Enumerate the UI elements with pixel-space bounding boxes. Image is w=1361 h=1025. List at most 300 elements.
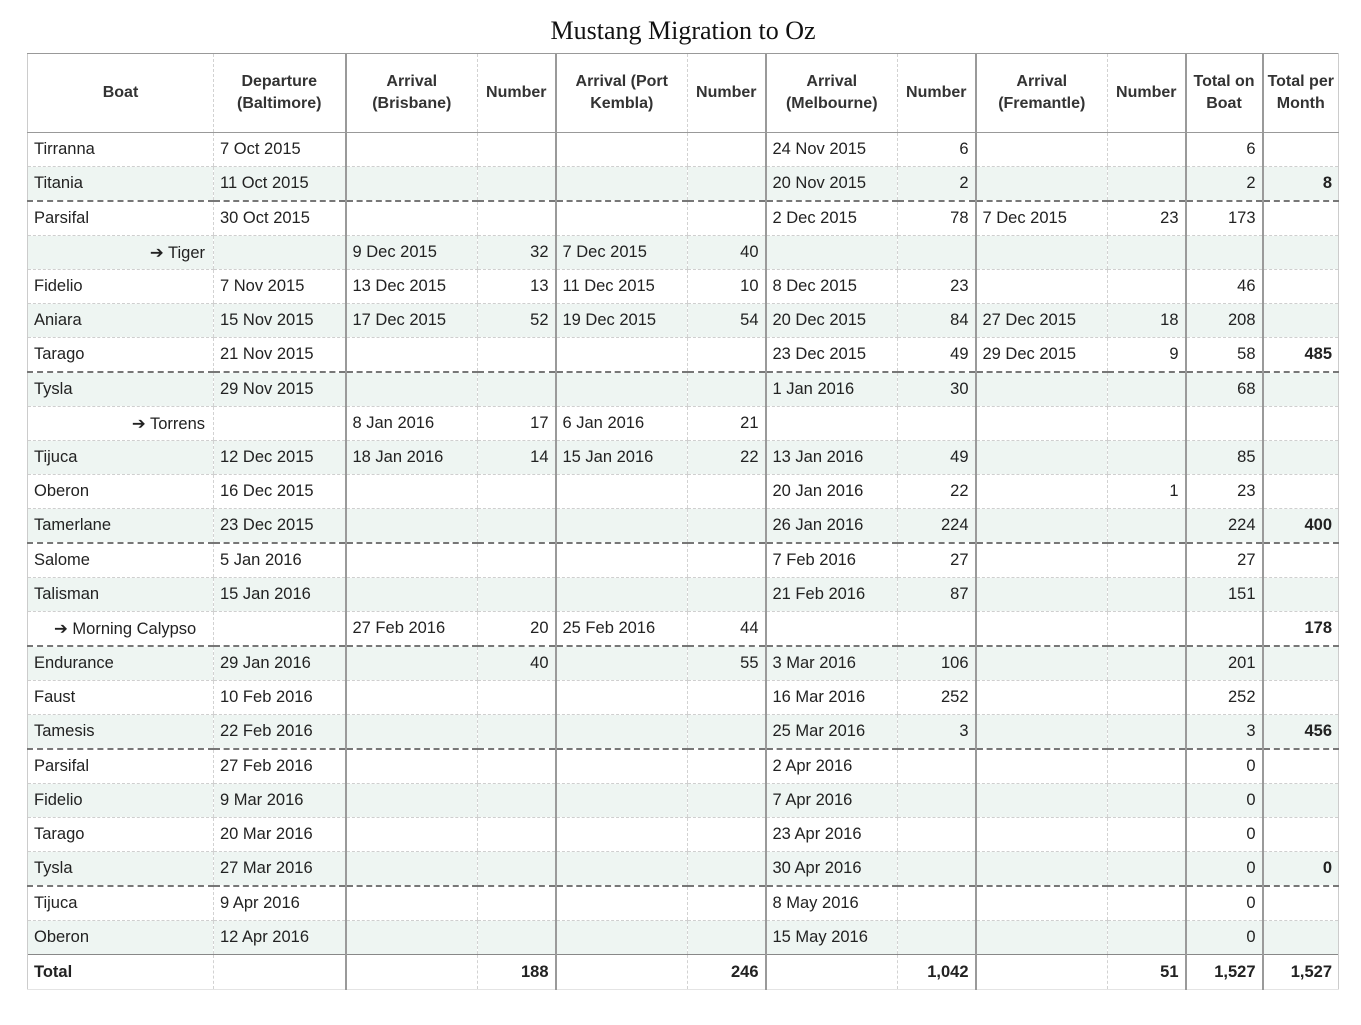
- arrival-port-kembla-cell: [556, 475, 688, 509]
- total-on-boat-cell: 23: [1186, 475, 1263, 509]
- arrival-melbourne-cell: [766, 236, 898, 270]
- number-brisbane-cell: [478, 372, 556, 407]
- header-arrival-melbourne: Arrival (Melbourne): [766, 54, 898, 133]
- total-per-month-cell: [1263, 441, 1339, 475]
- departure-cell: 5 Jan 2016: [214, 543, 346, 578]
- table-row: [28, 818, 1339, 852]
- arrival-brisbane-cell: [346, 372, 478, 407]
- number-melbourne-cell: [898, 852, 976, 887]
- arrival-brisbane-cell: [346, 886, 478, 921]
- number-melbourne-cell: 78: [898, 201, 976, 236]
- arrival-melbourne-cell: 20 Nov 2015: [766, 167, 898, 202]
- departure-cell: 9 Mar 2016: [214, 784, 346, 818]
- header-arrival-fremantle: Arrival (Fremantle): [976, 54, 1108, 133]
- number-melbourne-cell: 30: [898, 372, 976, 407]
- arrival-melbourne-cell: 30 Apr 2016: [766, 852, 898, 887]
- number-fremantle-cell: [1108, 543, 1186, 578]
- total-on-boat-cell: 6: [1186, 133, 1263, 167]
- number-melbourne-cell: 49: [898, 441, 976, 475]
- arrival-melbourne-cell: 23 Apr 2016: [766, 818, 898, 852]
- departure-cell: [214, 612, 346, 647]
- total-on-boat-cell: 173: [1186, 201, 1263, 236]
- arrival-melbourne-cell: 7 Apr 2016: [766, 784, 898, 818]
- arrival-port-kembla-cell: [556, 681, 688, 715]
- departure-cell: 29 Nov 2015: [214, 372, 346, 407]
- total-departure-cell: [214, 955, 346, 990]
- arrival-fremantle-cell: [976, 921, 1108, 955]
- table-row: [28, 886, 1339, 921]
- departure-cell: 9 Apr 2016: [214, 886, 346, 921]
- table-row: [28, 852, 1339, 887]
- number-port-kembla-cell: 10: [688, 270, 766, 304]
- number-melbourne-cell: [898, 886, 976, 921]
- number-melbourne-cell: 6: [898, 133, 976, 167]
- total-on-boat-cell: 0: [1186, 784, 1263, 818]
- total-arrival-fremantle-cell: [976, 955, 1108, 990]
- number-port-kembla-cell: 40: [688, 236, 766, 270]
- table-row: [28, 749, 1339, 784]
- total-per-month-cell: 178: [1263, 612, 1339, 647]
- header-number-port-kembla: Number: [688, 54, 766, 133]
- number-brisbane-cell: 52: [478, 304, 556, 338]
- total-per-month-cell: [1263, 886, 1339, 921]
- total-per-month-cell: [1263, 578, 1339, 612]
- number-port-kembla-cell: [688, 543, 766, 578]
- number-port-kembla-cell: [688, 749, 766, 784]
- number-fremantle-cell: [1108, 236, 1186, 270]
- arrival-fremantle-cell: [976, 715, 1108, 750]
- arrival-brisbane-cell: 27 Feb 2016: [346, 612, 478, 647]
- header-number-fremantle: Number: [1108, 54, 1186, 133]
- number-melbourne-cell: [898, 818, 976, 852]
- arrival-port-kembla-cell: 7 Dec 2015: [556, 236, 688, 270]
- arrival-brisbane-cell: [346, 201, 478, 236]
- arrival-fremantle-cell: [976, 681, 1108, 715]
- total-on-boat-cell: 0: [1186, 921, 1263, 955]
- total-per-month-cell: [1263, 475, 1339, 509]
- number-port-kembla-cell: [688, 818, 766, 852]
- number-port-kembla-cell: [688, 784, 766, 818]
- boat-cell: Oberon: [28, 475, 214, 509]
- arrival-brisbane-cell: [346, 646, 478, 681]
- arrival-melbourne-cell: 16 Mar 2016: [766, 681, 898, 715]
- number-brisbane-cell: 13: [478, 270, 556, 304]
- arrival-brisbane-cell: [346, 543, 478, 578]
- arrival-brisbane-cell: [346, 578, 478, 612]
- departure-cell: 12 Dec 2015: [214, 441, 346, 475]
- arrival-port-kembla-cell: [556, 509, 688, 544]
- boat-cell: Tarago: [28, 818, 214, 852]
- total-on-boat-cell: 58: [1186, 338, 1263, 373]
- departure-cell: 16 Dec 2015: [214, 475, 346, 509]
- number-fremantle-cell: [1108, 818, 1186, 852]
- number-brisbane-cell: [478, 886, 556, 921]
- arrival-fremantle-cell: 29 Dec 2015: [976, 338, 1108, 373]
- number-melbourne-cell: [898, 407, 976, 441]
- arrival-melbourne-cell: 23 Dec 2015: [766, 338, 898, 373]
- arrival-port-kembla-cell: [556, 818, 688, 852]
- total-per-month-cell: 400: [1263, 509, 1339, 544]
- number-brisbane-cell: [478, 715, 556, 750]
- number-brisbane-cell: 14: [478, 441, 556, 475]
- arrival-melbourne-cell: 2 Dec 2015: [766, 201, 898, 236]
- number-melbourne-cell: 3: [898, 715, 976, 750]
- number-brisbane-cell: [478, 475, 556, 509]
- number-port-kembla-cell: [688, 372, 766, 407]
- number-port-kembla-cell: 21: [688, 407, 766, 441]
- total-on-boat-cell: [1186, 612, 1263, 647]
- arrival-brisbane-cell: [346, 167, 478, 202]
- arrival-port-kembla-cell: [556, 167, 688, 202]
- boat-cell: Parsifal: [28, 201, 214, 236]
- departure-cell: 27 Mar 2016: [214, 852, 346, 887]
- arrival-fremantle-cell: [976, 133, 1108, 167]
- number-port-kembla-cell: [688, 715, 766, 750]
- arrival-fremantle-cell: [976, 784, 1108, 818]
- total-total-per-month-cell: 1,527: [1263, 955, 1339, 990]
- number-melbourne-cell: 224: [898, 509, 976, 544]
- number-port-kembla-cell: 44: [688, 612, 766, 647]
- number-brisbane-cell: [478, 578, 556, 612]
- total-on-boat-cell: [1186, 407, 1263, 441]
- table-row: [28, 543, 1339, 578]
- number-melbourne-cell: 22: [898, 475, 976, 509]
- header-arrival-port-kembla: Arrival (Port Kembla): [556, 54, 688, 133]
- total-per-month-cell: 0: [1263, 852, 1339, 887]
- number-brisbane-cell: [478, 543, 556, 578]
- arrival-fremantle-cell: [976, 818, 1108, 852]
- header-total-on-boat: Total on Boat: [1186, 54, 1263, 133]
- arrival-brisbane-cell: [346, 509, 478, 544]
- arrival-brisbane-cell: [346, 818, 478, 852]
- table-body: [28, 133, 1339, 990]
- number-port-kembla-cell: [688, 475, 766, 509]
- number-fremantle-cell: [1108, 749, 1186, 784]
- arrival-brisbane-cell: 9 Dec 2015: [346, 236, 478, 270]
- arrival-fremantle-cell: [976, 167, 1108, 202]
- arrival-fremantle-cell: [976, 509, 1108, 544]
- departure-cell: 29 Jan 2016: [214, 646, 346, 681]
- arrival-brisbane-cell: 18 Jan 2016: [346, 441, 478, 475]
- arrival-melbourne-cell: 13 Jan 2016: [766, 441, 898, 475]
- boat-cell: ➔ Morning Calypso: [28, 612, 214, 647]
- arrival-melbourne-cell: 24 Nov 2015: [766, 133, 898, 167]
- arrival-fremantle-cell: 7 Dec 2015: [976, 201, 1108, 236]
- number-melbourne-cell: [898, 921, 976, 955]
- table-row: [28, 475, 1339, 509]
- arrival-melbourne-cell: 21 Feb 2016: [766, 578, 898, 612]
- arrival-port-kembla-cell: [556, 133, 688, 167]
- number-fremantle-cell: [1108, 681, 1186, 715]
- total-per-month-cell: [1263, 372, 1339, 407]
- number-melbourne-cell: [898, 236, 976, 270]
- arrival-fremantle-cell: [976, 236, 1108, 270]
- number-brisbane-cell: [478, 201, 556, 236]
- total-on-boat-cell: 68: [1186, 372, 1263, 407]
- arrival-melbourne-cell: 25 Mar 2016: [766, 715, 898, 750]
- boat-cell: Tamerlane: [28, 509, 214, 544]
- total-on-boat-cell: 46: [1186, 270, 1263, 304]
- boat-cell: Tarago: [28, 338, 214, 373]
- total-on-boat-cell: 85: [1186, 441, 1263, 475]
- boat-cell: Endurance: [28, 646, 214, 681]
- number-port-kembla-cell: [688, 509, 766, 544]
- number-melbourne-cell: 23: [898, 270, 976, 304]
- number-brisbane-cell: [478, 749, 556, 784]
- table-row: [28, 441, 1339, 475]
- boat-cell: Tysla: [28, 852, 214, 887]
- total-per-month-cell: 8: [1263, 167, 1339, 202]
- number-fremantle-cell: [1108, 509, 1186, 544]
- arrival-port-kembla-cell: [556, 543, 688, 578]
- boat-cell: Aniara: [28, 304, 214, 338]
- number-brisbane-cell: [478, 133, 556, 167]
- total-on-boat-cell: 27: [1186, 543, 1263, 578]
- departure-cell: 27 Feb 2016: [214, 749, 346, 784]
- migration-table: [27, 53, 1339, 990]
- arrival-brisbane-cell: 8 Jan 2016: [346, 407, 478, 441]
- number-brisbane-cell: 32: [478, 236, 556, 270]
- total-per-month-cell: [1263, 818, 1339, 852]
- number-port-kembla-cell: [688, 921, 766, 955]
- number-melbourne-cell: [898, 784, 976, 818]
- total-per-month-cell: [1263, 646, 1339, 681]
- arrival-port-kembla-cell: [556, 372, 688, 407]
- total-on-boat-cell: 0: [1186, 852, 1263, 887]
- number-brisbane-cell: [478, 338, 556, 373]
- total-per-month-cell: [1263, 304, 1339, 338]
- table-row: [28, 372, 1339, 407]
- header-number-brisbane: Number: [478, 54, 556, 133]
- boat-cell: Talisman: [28, 578, 214, 612]
- departure-cell: 11 Oct 2015: [214, 167, 346, 202]
- total-total-on-boat-cell: 1,527: [1186, 955, 1263, 990]
- arrival-port-kembla-cell: [556, 338, 688, 373]
- arrival-fremantle-cell: [976, 749, 1108, 784]
- boat-cell: ➔ Tiger: [28, 236, 214, 270]
- total-arrival-port-kembla-cell: [556, 955, 688, 990]
- number-port-kembla-cell: [688, 167, 766, 202]
- table-row: [28, 133, 1339, 167]
- number-port-kembla-cell: [688, 886, 766, 921]
- number-melbourne-cell: 106: [898, 646, 976, 681]
- arrival-melbourne-cell: 7 Feb 2016: [766, 543, 898, 578]
- header-row: [28, 54, 1339, 133]
- table-row: [28, 681, 1339, 715]
- total-per-month-cell: [1263, 784, 1339, 818]
- number-brisbane-cell: [478, 921, 556, 955]
- total-per-month-cell: 485: [1263, 338, 1339, 373]
- total-arrival-melbourne-cell: [766, 955, 898, 990]
- departure-cell: 7 Nov 2015: [214, 270, 346, 304]
- total-number-fremantle-cell: 51: [1108, 955, 1186, 990]
- arrival-port-kembla-cell: [556, 886, 688, 921]
- number-brisbane-cell: [478, 509, 556, 544]
- number-fremantle-cell: 9: [1108, 338, 1186, 373]
- total-per-month-cell: [1263, 201, 1339, 236]
- arrival-port-kembla-cell: [556, 921, 688, 955]
- arrival-melbourne-cell: 20 Dec 2015: [766, 304, 898, 338]
- boat-cell: Salome: [28, 543, 214, 578]
- total-per-month-cell: [1263, 921, 1339, 955]
- arrival-melbourne-cell: 20 Jan 2016: [766, 475, 898, 509]
- number-melbourne-cell: 2: [898, 167, 976, 202]
- total-per-month-cell: 456: [1263, 715, 1339, 750]
- number-melbourne-cell: 87: [898, 578, 976, 612]
- total-per-month-cell: [1263, 236, 1339, 270]
- boat-cell: Tirranna: [28, 133, 214, 167]
- total-number-brisbane-cell: 188: [478, 955, 556, 990]
- boat-cell: Parsifal: [28, 749, 214, 784]
- number-brisbane-cell: [478, 818, 556, 852]
- arrival-brisbane-cell: [346, 852, 478, 887]
- arrival-port-kembla-cell: [556, 201, 688, 236]
- total-on-boat-cell: 0: [1186, 749, 1263, 784]
- table-row: [28, 270, 1339, 304]
- table-row: [28, 304, 1339, 338]
- total-on-boat-cell: 151: [1186, 578, 1263, 612]
- number-fremantle-cell: [1108, 921, 1186, 955]
- boat-cell: Fidelio: [28, 784, 214, 818]
- number-fremantle-cell: [1108, 167, 1186, 202]
- departure-cell: 21 Nov 2015: [214, 338, 346, 373]
- total-on-boat-cell: 2: [1186, 167, 1263, 202]
- number-fremantle-cell: [1108, 886, 1186, 921]
- arrival-brisbane-cell: [346, 133, 478, 167]
- departure-cell: 23 Dec 2015: [214, 509, 346, 544]
- total-on-boat-cell: 224: [1186, 509, 1263, 544]
- table-row: [28, 612, 1339, 647]
- number-melbourne-cell: 252: [898, 681, 976, 715]
- number-port-kembla-cell: [688, 681, 766, 715]
- departure-cell: 7 Oct 2015: [214, 133, 346, 167]
- header-total-per-month: Total per Month: [1263, 54, 1339, 133]
- departure-cell: [214, 407, 346, 441]
- table-row: [28, 578, 1339, 612]
- header-arrival-brisbane: Arrival (Brisbane): [346, 54, 478, 133]
- arrival-melbourne-cell: [766, 407, 898, 441]
- number-fremantle-cell: 1: [1108, 475, 1186, 509]
- arrival-brisbane-cell: [346, 784, 478, 818]
- number-port-kembla-cell: 55: [688, 646, 766, 681]
- arrival-port-kembla-cell: [556, 646, 688, 681]
- boat-cell: Tysla: [28, 372, 214, 407]
- arrival-fremantle-cell: [976, 270, 1108, 304]
- departure-cell: 15 Nov 2015: [214, 304, 346, 338]
- departure-cell: 12 Apr 2016: [214, 921, 346, 955]
- boat-cell: Titania: [28, 167, 214, 202]
- number-fremantle-cell: [1108, 578, 1186, 612]
- departure-cell: 15 Jan 2016: [214, 578, 346, 612]
- number-fremantle-cell: [1108, 852, 1186, 887]
- number-fremantle-cell: [1108, 612, 1186, 647]
- arrival-fremantle-cell: [976, 407, 1108, 441]
- arrival-port-kembla-cell: [556, 852, 688, 887]
- table-row: [28, 921, 1339, 955]
- arrival-fremantle-cell: [976, 543, 1108, 578]
- arrival-melbourne-cell: 15 May 2016: [766, 921, 898, 955]
- arrival-melbourne-cell: 2 Apr 2016: [766, 749, 898, 784]
- table-row: [28, 407, 1339, 441]
- number-melbourne-cell: 49: [898, 338, 976, 373]
- total-number-port-kembla-cell: 246: [688, 955, 766, 990]
- total-per-month-cell: [1263, 543, 1339, 578]
- arrival-fremantle-cell: [976, 372, 1108, 407]
- total-label: Total: [28, 955, 214, 990]
- number-melbourne-cell: 27: [898, 543, 976, 578]
- number-brisbane-cell: [478, 852, 556, 887]
- boat-cell: Tamesis: [28, 715, 214, 750]
- number-brisbane-cell: [478, 167, 556, 202]
- boat-cell: Fidelio: [28, 270, 214, 304]
- table-row: [28, 201, 1339, 236]
- departure-cell: [214, 236, 346, 270]
- arrival-port-kembla-cell: 25 Feb 2016: [556, 612, 688, 647]
- number-fremantle-cell: [1108, 646, 1186, 681]
- total-per-month-cell: [1263, 270, 1339, 304]
- arrival-fremantle-cell: [976, 612, 1108, 647]
- arrival-brisbane-cell: 17 Dec 2015: [346, 304, 478, 338]
- number-brisbane-cell: 17: [478, 407, 556, 441]
- arrival-port-kembla-cell: 19 Dec 2015: [556, 304, 688, 338]
- arrival-port-kembla-cell: 11 Dec 2015: [556, 270, 688, 304]
- arrival-fremantle-cell: [976, 578, 1108, 612]
- arrival-brisbane-cell: [346, 475, 478, 509]
- arrival-fremantle-cell: [976, 886, 1108, 921]
- total-per-month-cell: [1263, 749, 1339, 784]
- number-fremantle-cell: [1108, 441, 1186, 475]
- number-port-kembla-cell: [688, 133, 766, 167]
- number-brisbane-cell: [478, 681, 556, 715]
- total-number-melbourne-cell: 1,042: [898, 955, 976, 990]
- number-melbourne-cell: 84: [898, 304, 976, 338]
- total-on-boat-cell: 252: [1186, 681, 1263, 715]
- departure-cell: 20 Mar 2016: [214, 818, 346, 852]
- arrival-melbourne-cell: 3 Mar 2016: [766, 646, 898, 681]
- number-fremantle-cell: [1108, 270, 1186, 304]
- arrival-melbourne-cell: 26 Jan 2016: [766, 509, 898, 544]
- arrival-port-kembla-cell: [556, 578, 688, 612]
- arrival-brisbane-cell: [346, 681, 478, 715]
- number-fremantle-cell: [1108, 407, 1186, 441]
- arrival-fremantle-cell: [976, 475, 1108, 509]
- number-brisbane-cell: 20: [478, 612, 556, 647]
- number-port-kembla-cell: [688, 338, 766, 373]
- boat-cell: Tijuca: [28, 886, 214, 921]
- table-row: [28, 715, 1339, 750]
- boat-cell: ➔ Torrens: [28, 407, 214, 441]
- boat-cell: Oberon: [28, 921, 214, 955]
- number-fremantle-cell: 18: [1108, 304, 1186, 338]
- table-row: [28, 236, 1339, 270]
- total-on-boat-cell: 0: [1186, 818, 1263, 852]
- number-port-kembla-cell: 54: [688, 304, 766, 338]
- departure-cell: 30 Oct 2015: [214, 201, 346, 236]
- number-fremantle-cell: [1108, 784, 1186, 818]
- number-melbourne-cell: [898, 749, 976, 784]
- number-brisbane-cell: 40: [478, 646, 556, 681]
- boat-cell: Tijuca: [28, 441, 214, 475]
- total-on-boat-cell: [1186, 236, 1263, 270]
- number-port-kembla-cell: [688, 578, 766, 612]
- total-arrival-brisbane-cell: [346, 955, 478, 990]
- arrival-port-kembla-cell: [556, 749, 688, 784]
- number-port-kembla-cell: 22: [688, 441, 766, 475]
- number-fremantle-cell: [1108, 715, 1186, 750]
- number-port-kembla-cell: [688, 852, 766, 887]
- arrival-port-kembla-cell: [556, 784, 688, 818]
- header-boat: Boat: [28, 54, 214, 133]
